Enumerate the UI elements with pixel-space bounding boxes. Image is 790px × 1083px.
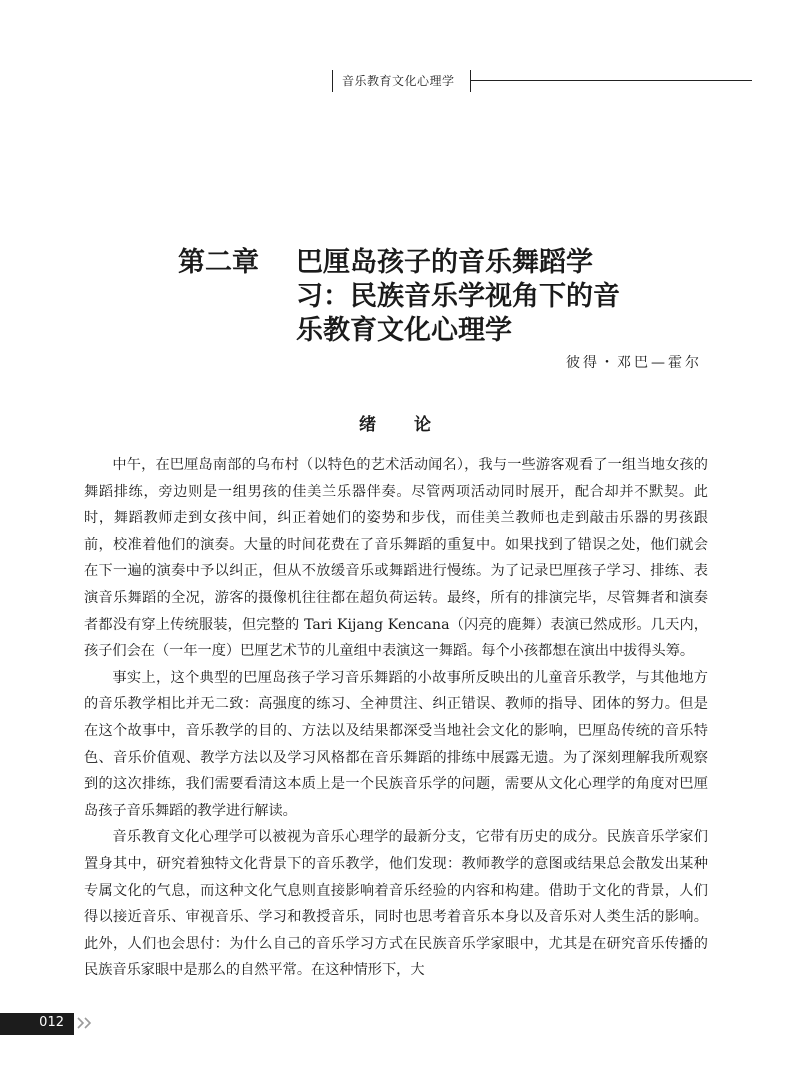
page-arrows-icon: [76, 1015, 96, 1035]
running-header-title: 音乐教育文化心理学: [342, 74, 455, 88]
header-rule: [470, 80, 752, 81]
running-header: [332, 68, 752, 94]
section-heading: 绪论: [359, 415, 469, 435]
paragraph: 音乐教育文化心理学可以被视为音乐心理学的最新分支，它带有历史的成分。民族音乐学家们置身其中，研究着独特文化背景下的音乐教学，他们发现：教师教学的意图或结果总会散发出某种专属文化的气息，而这种文化气息则直接影响着音乐经验的内容和构建。借助于文化的背景，人们得以接近音乐、审视音乐、学习和教授音乐，同时也思考着音乐本身以及音乐对人类生活的影响。此外，人们也会思付：为什么自己的音乐学习方式在民族音乐学家眼中，尤其是在研究音乐传播的民族音乐家眼中是那么的自然平常。在这种情形下，大: [84, 829, 708, 979]
page-number-tab: [0, 1013, 74, 1035]
paragraph: 事实上，这个典型的巴厘岛孩子学习音乐舞蹈的小故事所反映出的儿童音乐教学，与其他地方的音乐教学相比并无二致：高强度的练习、全神贯注、纠正错误、教师的指导、团体的努力。但是在这个故事中，音乐教学的目的、方法以及结果都深受当地社会文化的影响，巴厘岛传统的音乐特色、音乐价值观、教学方法以及学习风格都在音乐舞蹈的排练中展露无遗。为了深刻理解我所观察到的这次排练，我们需要看清这本质上是一个民族音乐学的问题，需要从文化心理学的角度对巴厘岛孩子音乐舞蹈的教学进行解读。: [84, 669, 708, 819]
header-divider-right: [470, 70, 471, 92]
paragraph: 中午，在巴厘岛南部的乌布村（以特色的艺术活动闻名），我与一些游客观看了一组当地女孩的舞蹈排练，旁边则是一组男孩的佳美兰乐器伴奏。尽管两项活动同时展开，配合却并不默契。此时，舞蹈教师走到女孩中间，纠正着她们的姿势和步伐，而佳美兰教师也走到敲击乐器的男孩跟前，校准着他们的演奏。大量的时间花费在了音乐舞蹈的重复中。如果找到了错误之处，他们就会在下一遍的演奏中予以纠正，但从不放缓音乐或舞蹈进行慢练。为了记录巴厘孩子学习、排练、表演音乐舞蹈的全况，游客的摄像机往往都在超负荷运转。最终，所有的排演完毕，尽管舞者和演奏者都没有穿上传统服装，但完整的 Tari Kijang Kencana（闪亮的鹿舞）表演已然成形。几天内，孩子们会在（一年一度）巴厘艺术节的儿童组中表演这一舞蹈。每个小孩都想在演出中拔得头筹。: [84, 457, 708, 660]
author-name: 彼得・邓巴—霍尔: [566, 355, 702, 371]
body-text: [84, 452, 708, 984]
page-number: 012: [39, 1015, 64, 1030]
double-chevron-right-icon: [76, 1015, 96, 1031]
header-divider-left: [332, 70, 333, 92]
chapter-title: 巴厘岛孩子的音乐舞蹈学习：民族音乐学视角下的音乐教育文化心理学: [296, 247, 620, 346]
chapter-number: 第二章: [178, 247, 259, 278]
